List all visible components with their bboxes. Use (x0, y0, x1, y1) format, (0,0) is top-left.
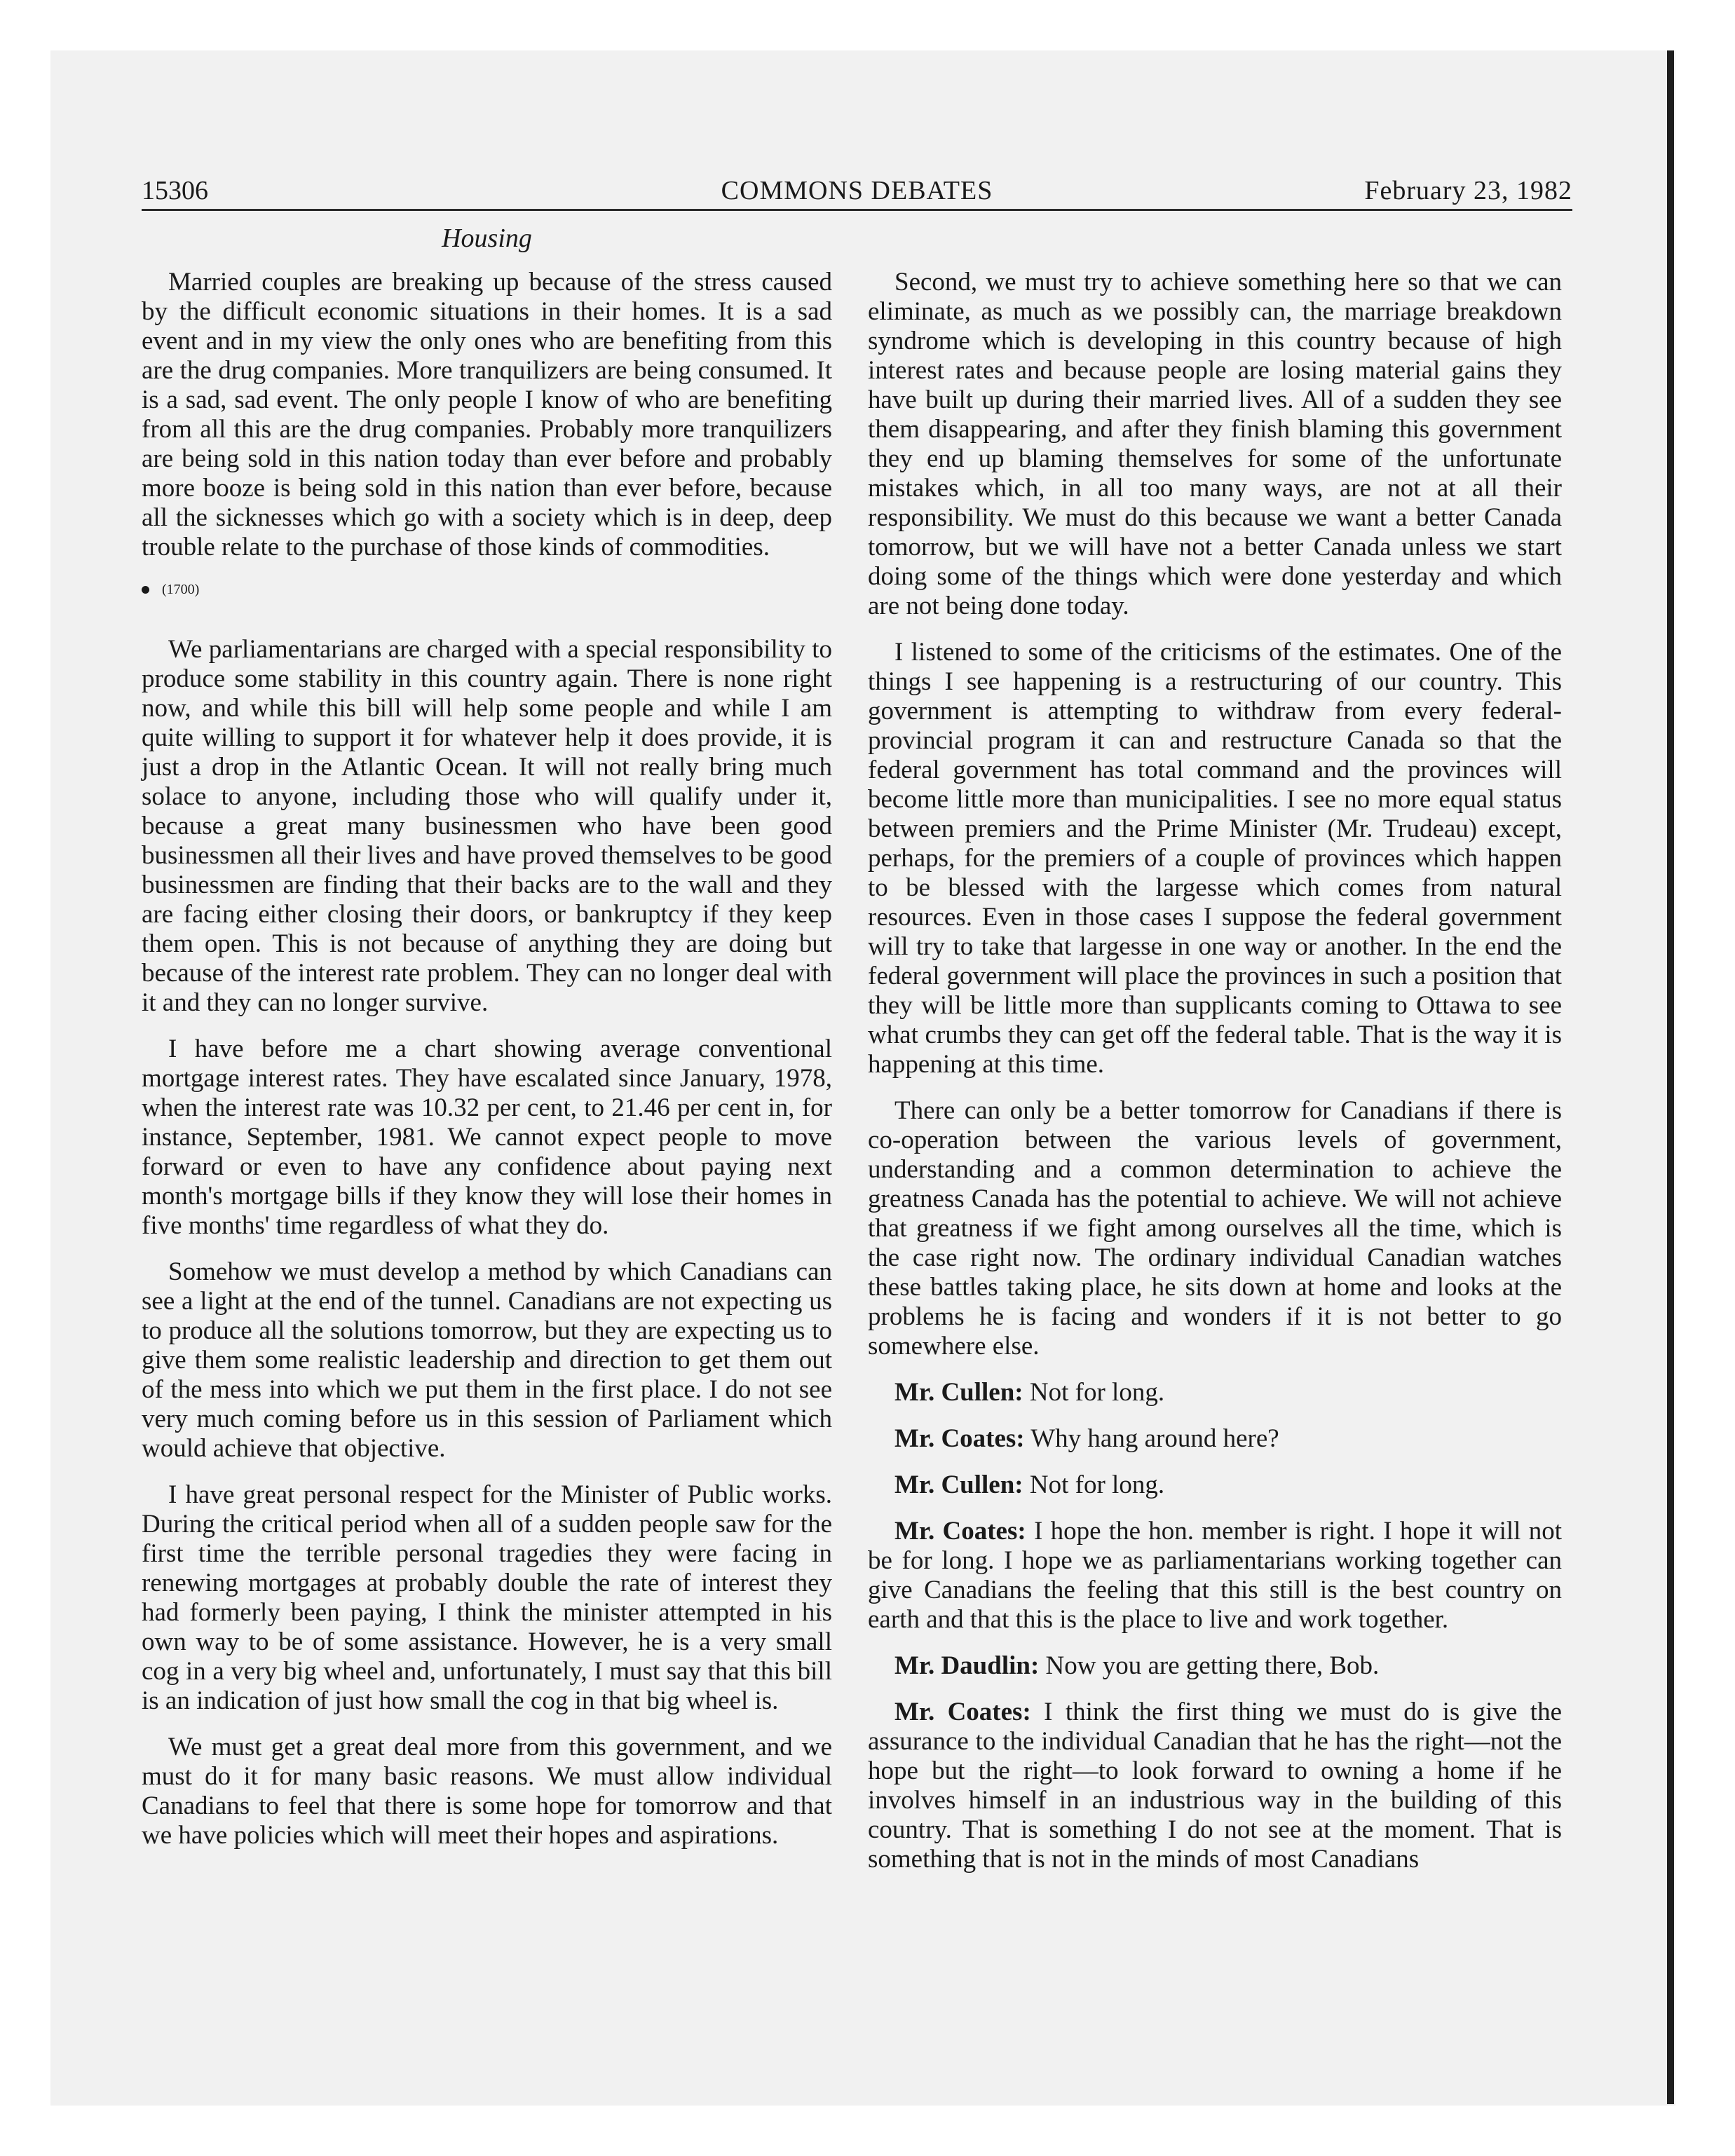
page-date: February 23, 1982 (1364, 176, 1572, 205)
paragraph: Somehow we must develop a method by which Canadians can see a light at the end of the tunnel. Canadians are not expecting us to produce all the solutions tomorrow, but they are expecting us to give them some realistic leadership and direction to get them out of the mess into which we put them in the first place. I do not see very much coming before us in this session of Parliament which would achieve that objective. (142, 1257, 832, 1463)
paragraph: We must get a great deal more from this government, and we must do it for many basic reasons. We must allow individual Canadians to feel that there is some hope for tomorrow and that we have policies which will meet their hopes and aspirations. (142, 1733, 832, 1850)
paragraph: Second, we must try to achieve something here so that we can eliminate, as much as we possibly can, the marriage breakdown syndrome which is developing in this country because of high interest rates and because people are losing material gains they have built up during their married lives. All of a sudden they see them disappearing, and after they finish blaming this government they end up blaming themselves for some of the unfortunate mistakes which, in all too many ways, are not at all their responsibility. We must do this because we want a better Canada tomorrow, but we will have not a better Canada unless we start doing some of the things which were done yesterday and which are not being done today. (868, 268, 1562, 620)
exchange (868, 1378, 1562, 1407)
page-edge-shadow (1667, 50, 1674, 2104)
exchange (868, 1471, 1562, 1500)
speaker-name: Mr. Coates: (894, 1424, 1025, 1453)
speaker-name: Mr. Coates: (894, 1517, 1026, 1546)
publication-title: COMMONS DEBATES (721, 176, 993, 205)
time-marker (142, 579, 832, 600)
exchange (868, 1651, 1562, 1681)
speech-text: I hope the hon. member is right. I hope it will not be for long. I hope we as parliamentarians working together can give Canadians the feeling that this still is the best country on earth and that this is the place to live and work together. (868, 1517, 1563, 1634)
right-column (868, 268, 1562, 1891)
speaker-name: Mr. Daudlin: (894, 1651, 1040, 1680)
speech-text: Now you are getting there, Bob. (1045, 1651, 1380, 1680)
subject-heading: Housing (442, 224, 532, 253)
paragraph: There can only be a better tomorrow for Canadians if there is co-operation between the various levels of government, understanding and a common determination to achieve the greatness Canada has the potential to achieve. We will not achieve that greatness if we fight among ourselves all the time, which is the case right now. The ordinary individual Canadian watches these battles taking place, he sits down at home and looks at the problems he is facing and wonders if it is not better to go somewhere else. (868, 1096, 1562, 1360)
bullet-icon (142, 586, 149, 594)
speaker-name: Mr. Coates: (894, 1698, 1031, 1726)
page-header (142, 174, 1572, 211)
paragraph: Married couples are breaking up because of the stress caused by the difficult economic situations in their homes. It is a sad event and in my view the only ones who are benefiting from this are the drug companies. More tranquilizers are being consumed. It is a sad, sad event. The only people I know of who are benefiting from all this are the drug companies. Probably more tranquilizers are being sold in this nation today than ever before and probably more booze is being sold in this nation than ever before, because all the sicknesses which go with a society which is in deep, deep trouble relate to the purchase of those kinds of commodities. (142, 268, 832, 561)
speaker-name: Mr. Cullen: (894, 1471, 1023, 1499)
paragraph: I have great personal respect for the Minister of Public works. During the critical period when all of a sudden people saw for the first time the terrible personal tragedies they were facing in renewing mortgages at probably double the rate of interest they had formerly been paying, I think the minister attempted in his own way to be of some assistance. However, he is a very small cog in a very big wheel and, unfortunately, I must say that this bill is an indication of just how small the cog in that big wheel is. (142, 1480, 832, 1715)
speech-text: Not for long. (1029, 1378, 1165, 1407)
exchange (868, 1517, 1562, 1635)
paragraph: I have before me a chart showing average conventional mortgage interest rates. They have escalated since January, 1978, when the interest rate was 10.32 per cent, to 21.46 per cent in, for instance, September, 1981. We cannot expect people to move forward or even to have any confidence about paying next month's mortgage bills if they know they will lose their homes in five months' time regardless of what they do. (142, 1035, 832, 1240)
speech-text: Why hang around here? (1030, 1424, 1279, 1453)
paragraph: I listened to some of the criticisms of the estimates. One of the things I see happening is a restructuring of our country. This government is attempting to withdraw from every federal-provincial program it can and restructure Canada so that the federal government has total command and the provinces will become little more than municipalities. I see no more equal status between premiers and the Prime Minister (Mr. Trudeau) except, perhaps, for the premiers of a couple of provinces which happen to be blessed with the largesse which comes from natural resources. Even in those cases I suppose the federal government will try to take that largesse in one way or another. In the end the federal government will place the provinces in such a position that they will be little more than supplicants coming to Ottawa to see what crumbs they can get off the federal table. That is the way it is happening at this time. (868, 638, 1562, 1079)
speaker-name: Mr. Cullen: (894, 1378, 1023, 1407)
page-number: 15306 (142, 176, 208, 205)
speech-text: I think the first thing we must do is give the assurance to the individual Canadian that he has the right—not the hope but the right—to look forward to owning a home if he involves himself in an industrious way in the building of this country. That is something I do not see at the moment. That is something that is not in the minds of most Canadians (868, 1698, 1562, 1874)
exchange (868, 1698, 1562, 1874)
time-marker-label: (1700) (162, 582, 200, 597)
exchange (868, 1424, 1562, 1454)
paragraph: We parliamentarians are charged with a special responsibility to produce some stability in this country again. There is none right now, and while this bill will help some people and while I am quite willing to support it for whatever help it does provide, it is just a drop in the Atlantic Ocean. It will not really bring much solace to anyone, including those who will qualify under it, because a great many businessmen who have been good businessmen all their lives and have proved themselves to be good businessmen are finding that their backs are to the wall and they are facing either closing their doors, or bankruptcy if they keep them open. This is not because of anything they are doing but because of the interest rate problem. They can no longer deal with it and they can no longer survive. (142, 635, 832, 1017)
speech-text: Not for long. (1029, 1471, 1165, 1499)
left-column (142, 268, 832, 1867)
